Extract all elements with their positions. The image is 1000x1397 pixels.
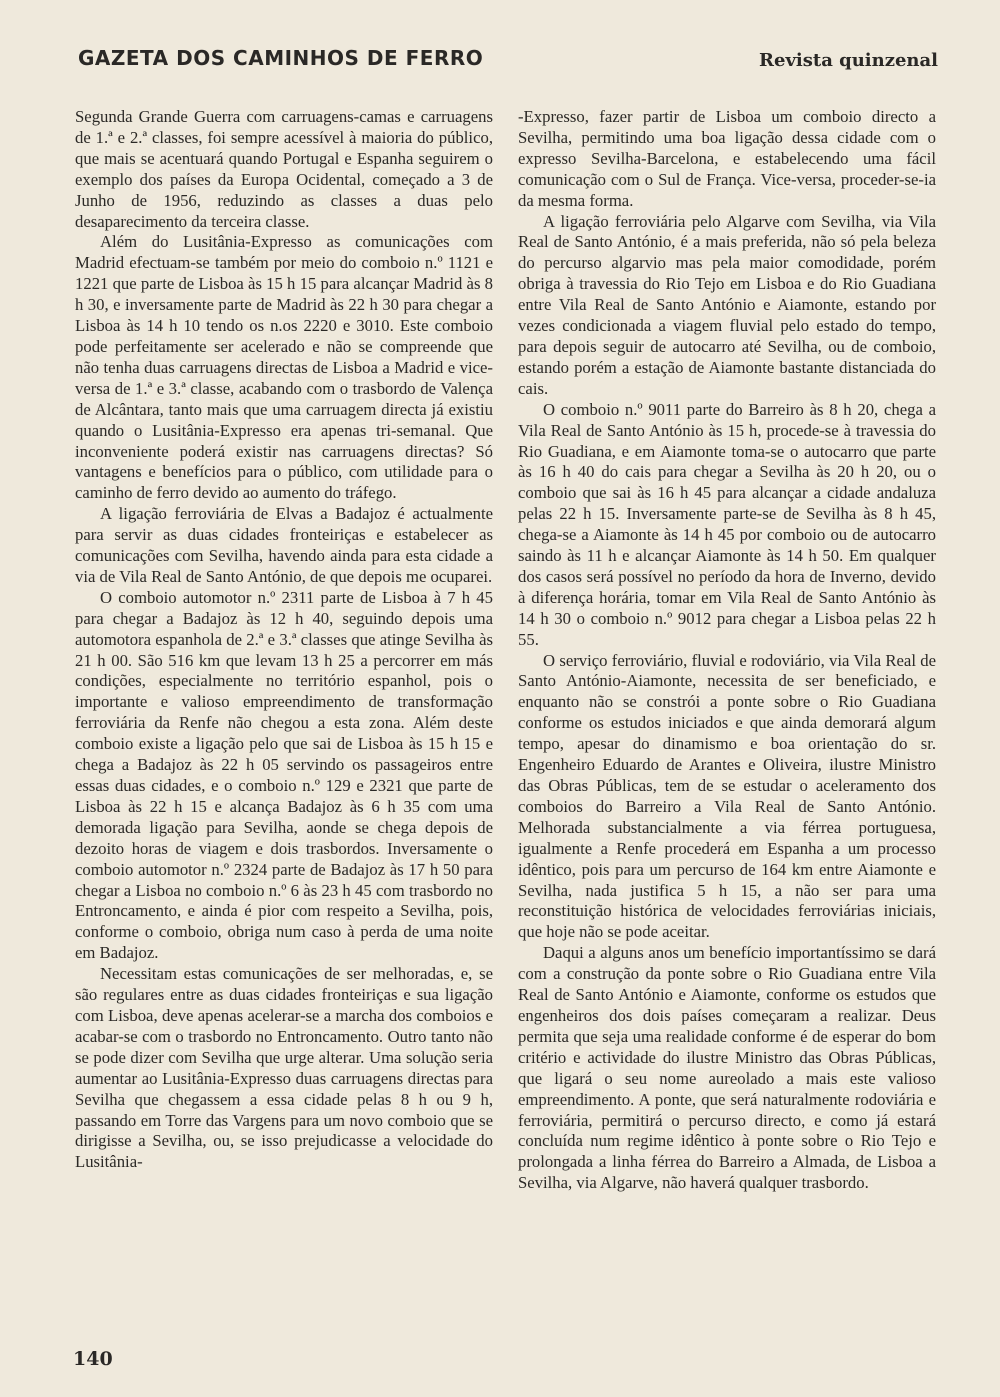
- paragraph: Necessitam estas comunicações de ser melhoradas, e, se são regulares entre as duas cidades fronteiriças e sua ligação com Lisboa, deve apenas acelerar-se a marcha dos comboios e acabar-se com o trasbordo no Entroncamento. Outro tanto não se pode dizer com Sevilha que urge alterar. Uma solução seria aumentar ao Lusitânia-Expresso duas carruagens directas para Sevilha que chegassem a essa cidade pelas 8 h ou 9 h, passando em Torre das Vargens para um novo comboio que se dirigisse a Sevilha, ou, se isso prejudicasse a velocidade do Lusitânia-: [75, 964, 493, 1172]
- right-column: [518, 107, 936, 1194]
- paragraph: Além do Lusitânia-Expresso as comunicações com Madrid efectuam-se também por meio do comboio n.º 1121 e 1221 que parte de Lisboa às 15 h 15 para alcançar Madrid às 8 h 30, e inversamente parte de Madrid às 22 h 30 para chegar a Lisboa às 14 h 10 tendo os n.os 2220 e 3010. Este comboio pode perfeitamente ser acelerado e não se compreende que não tenha duas carruagens directas de Lisboa a Madrid e vice-versa de 1.ª e 3.ª classe, acabando com o trasbordo de Valença de Alcântara, tanto mais que uma carruagem directa já existiu quando o Lusitânia-Expresso era apenas tri-semanal. Que inconveniente poderá existir nas carruagens directas? Só vantagens e benefícios para o público, com utilidade para o caminho de ferro devido ao aumento do tráfego.: [75, 232, 493, 503]
- paragraph: A ligação ferroviária de Elvas a Badajoz é actualmente para servir as duas cidades fronteiriças e estabelecer as comunicações com Sevilha, havendo ainda para esta cidade a via de Vila Real de Santo António, de que depois me ocuparei.: [75, 504, 493, 586]
- page-number: 140: [73, 1348, 113, 1370]
- running-head-title: GAZETA DOS CAMINHOS DE FERRO: [78, 46, 484, 70]
- paragraph: A ligação ferroviária pelo Algarve com Sevilha, via Vila Real de Santo António, é a mais preferida, não só pela beleza do percurso algarvio mas pela maior comodidade, porém obriga à travessia do Rio Tejo em Lisboa e do Rio Guadiana entre Vila Real de Santo António e Aiamonte, estando por vezes condicionada a viagem fluvial pelo estado do tempo, para depois seguir de autocarro até Sevilha, ou de comboio, estando porém a estação de Aiamonte bastante distanciada do cais.: [518, 211, 936, 398]
- paragraph: O comboio automotor n.º 2311 parte de Lisboa à 7 h 45 para chegar a Badajoz às 12 h 40, seguindo depois uma automotora espanhola de 2.ª e 3.ª classes que atinge Sevilha às 21 h 00. São 516 km que levam 13 h 25 a percorrer em más condições, especialmente no território espanhol, pois o importante e valioso empreendimento de transformação ferroviária da Renfe não chegou a esta zona. Além deste comboio existe a ligação pelo que sai de Lisboa às 15 h 15 e chega a Badajoz às 22 h 05 servindo os passageiros entre essas duas cidades, e o comboio n.º 129 e 2321 que parte de Lisboa às 22 h 15 e alcança Badajoz às 6 h 35 com uma demorada ligação para Sevilha, aonde se chega depois de dezoito horas de viagem e dois trasbordos. Inversamente o comboio automotor n.º 2324 parte de Badajoz às 17 h 50 para chegar a Lisboa no comboio n.º 6 às 23 h 45 com trasbordo no Entroncamento, e ainda é pior com respeito a Sevilha, pois, conforme o comboio, obriga num caso à perda de uma noite em Badajoz.: [75, 587, 493, 963]
- paragraph: Daqui a alguns anos um benefício importantíssimo se dará com a construção da ponte sobre o Rio Guadiana entre Vila Real de Santo António e Aiamonte, conforme os estudos que engenheiros dos dois países começaram a realizar. Deus permita que seja uma realidade conforme é de esperar do bom critério e actividade do ilustre Ministro das Obras Públicas, que ligará o seu nome aureolado a mais este valioso empreendimento. A ponte, que será naturalmente rodoviária e ferroviária, permitirá o percurso directo, e como já estará concluída num regime idêntico à ponte sobre o Rio Tejo e prolongada a linha férrea do Barreiro a Almada, de Lisboa a Sevilha, via Algarve, não haverá qualquer trasbordo.: [518, 943, 936, 1193]
- left-column: [75, 107, 493, 1173]
- running-head-tag: Revista quinzenal: [759, 50, 938, 71]
- paragraph: O serviço ferroviário, fluvial e rodoviário, via Vila Real de Santo António-Aiamonte, necessita de ser beneficiado, e enquanto não se constrói a ponte sobre o Rio Guadiana conforme os estudos iniciados e que ainda demorará algum tempo, apesar do dinamismo e boa orientação do sr. Engenheiro Eduardo de Arantes e Oliveira, ilustre Ministro das Obras Públicas, tem de se estudar o aceleramento dos comboios do Barreiro a Vila Real de Santo António. Melhorada substancialmente a via férrea portuguesa, igualmente a Renfe procederá em Espanha a um processo idêntico, pois para um percurso de 164 km entre Aiamonte e Sevilha, nada justifica 5 h 15, a não ser para uma reconstituição histórica de velocidades ferroviárias iniciais, que hoje não se pode aceitar.: [518, 650, 936, 942]
- paragraph: Segunda Grande Guerra com carruagens-camas e carruagens de 1.ª e 2.ª classes, foi sempre acessível à maioria do público, que mais se acentuará quando Portugal e Espanha seguirem o exemplo dos países da Europa Ocidental, começado a 3 de Junho de 1956, reduzindo as classes a duas pelo desaparecimento da terceira classe.: [75, 107, 493, 231]
- paragraph: -Expresso, fazer partir de Lisboa um comboio directo a Sevilha, permitindo uma boa ligação dessa cidade com o expresso Sevilha-Barcelona, e estabelecendo uma fácil comunicação com o Sul de França. Vice-versa, proceder-se-ia da mesma forma.: [518, 107, 936, 210]
- paragraph: O comboio n.º 9011 parte do Barreiro às 8 h 20, chega a Vila Real de Santo António às 15 h, procede-se à travessia do Rio Guadiana, e em Aiamonte toma-se o autocarro que parte às 16 h 40 do cais para chegar a Sevilha às 20 h 20, ou o comboio que sai às 16 h 45 para alcançar a cidade andaluza pelas 22 h 15. Inversamente parte-se de Sevilha às 8 h 45, chega-se a Aiamonte às 14 h 45 por comboio ou de autocarro saindo às 11 h e alcançar Aiamonte às 14 h 50. Em qualquer dos casos será possível no período da hora de Inverno, devido à diferença horária, tomar em Vila Real de Santo António às 14 h 30 o comboio n.º 9012 para chegar a Lisboa pelas 22 h 55.: [518, 399, 936, 649]
